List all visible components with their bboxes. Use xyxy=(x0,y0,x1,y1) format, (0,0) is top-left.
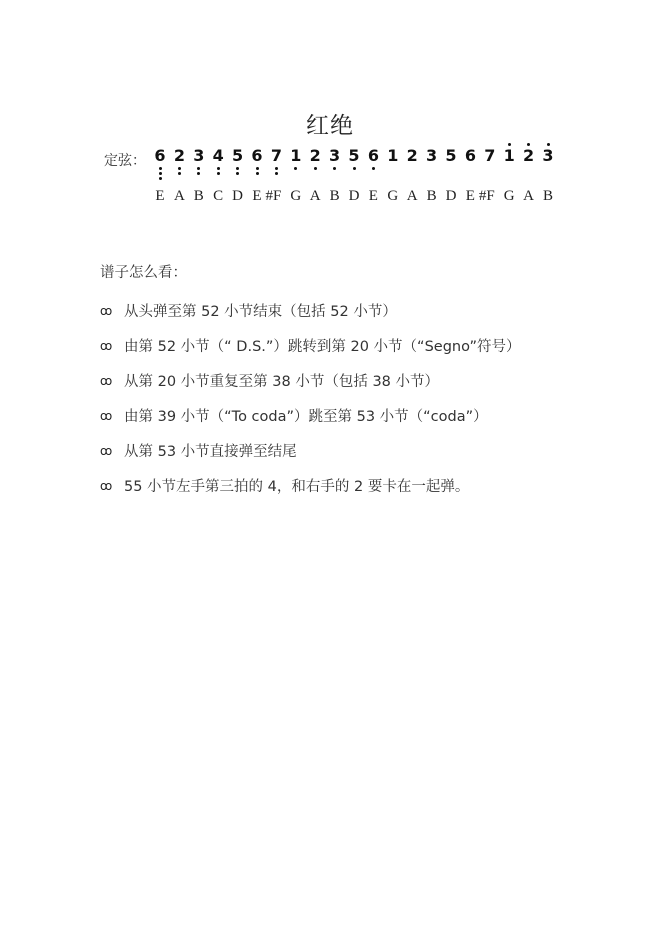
tuning-note xyxy=(363,146,383,166)
tuning-note xyxy=(228,146,248,166)
tuning-note-digit: 2 xyxy=(173,146,185,165)
note-letter: D xyxy=(232,188,244,204)
instruction-item xyxy=(100,363,520,398)
octave-dot-below xyxy=(275,167,278,170)
decorative-bullet-icon: ꝏ xyxy=(100,443,113,458)
tuning-note xyxy=(266,146,286,166)
tuning-note-digit: 6 xyxy=(251,146,263,165)
tuning-note xyxy=(383,146,403,166)
note-letter: E xyxy=(155,188,165,204)
octave-dot-below xyxy=(197,167,200,170)
note-letter: B xyxy=(329,188,340,204)
instruction-text: 从第 53 小节直接弹至结尾 xyxy=(124,444,297,460)
decorative-bullet-icon: ꝏ xyxy=(100,373,113,388)
note-letter: A xyxy=(523,188,535,204)
octave-dot-below xyxy=(159,167,162,170)
tuning-note xyxy=(247,146,267,166)
octave-dot-below xyxy=(275,172,278,175)
tuning-note xyxy=(344,146,364,166)
tuning-note xyxy=(305,146,325,166)
instruction-text: 从头弹至第 52 小节结束（包括 52 小节） xyxy=(124,304,397,320)
note-letter: #F xyxy=(478,188,495,204)
tuning-note-digit: 6 xyxy=(367,146,379,165)
tuning-note xyxy=(150,146,170,166)
octave-dot-below xyxy=(236,172,239,175)
tuning-note-digit: 1 xyxy=(503,146,515,165)
octave-dot-below xyxy=(159,177,162,180)
tuning-note-digit: 3 xyxy=(426,146,438,165)
tuning-note-digit: 5 xyxy=(232,146,244,165)
tuning-note xyxy=(422,146,442,166)
tuning-notes xyxy=(152,146,572,190)
tuning-note-digit: 2 xyxy=(406,146,418,165)
note-letter: A xyxy=(309,188,321,204)
octave-dot-above xyxy=(547,143,550,146)
octave-dot-below xyxy=(178,167,181,170)
instruction-text: 55 小节左手第三拍的 4，和右手的 2 要卡在一起弹。 xyxy=(124,479,470,495)
octave-dot-below xyxy=(314,167,317,170)
decorative-bullet-icon: ꝏ xyxy=(100,303,113,318)
tuning-note-digit: 2 xyxy=(523,146,535,165)
tuning-note xyxy=(538,146,558,166)
instruction-text: 由第 52 小节（“ D.S.”）跳转到第 20 小节（“Segno”符号） xyxy=(124,339,521,355)
instruction-text: 从第 20 小节重复至第 38 小节（包括 38 小节） xyxy=(124,374,440,390)
note-letter: D xyxy=(348,188,360,204)
octave-dot-below xyxy=(256,167,259,170)
tuning-note-digit: 3 xyxy=(193,146,205,165)
octave-dot-below xyxy=(217,167,220,170)
note-letter: B xyxy=(542,188,553,204)
tuning-note xyxy=(441,146,461,166)
tuning-label: 定弦： xyxy=(104,153,146,169)
note-letter: D xyxy=(445,188,457,204)
tuning-note-digit: 3 xyxy=(329,146,341,165)
octave-dot-below xyxy=(178,172,181,175)
tuning-note xyxy=(208,146,228,166)
tuning-note xyxy=(169,146,189,166)
octave-dot-below xyxy=(159,172,162,175)
tuning-note xyxy=(460,146,480,166)
tuning-note-digit: 1 xyxy=(290,146,302,165)
note-letter: E xyxy=(252,188,262,204)
octave-dot-above xyxy=(508,143,511,146)
note-letter: E xyxy=(368,188,378,204)
note-letter: G xyxy=(387,188,399,204)
octave-dot-below xyxy=(197,172,200,175)
note-letter: E xyxy=(465,188,475,204)
instruction-item xyxy=(100,328,520,363)
tuning-note-digit: 6 xyxy=(154,146,166,165)
instructions-list xyxy=(100,293,520,503)
tuning-note xyxy=(402,146,422,166)
instruction-text: 由第 39 小节（“To coda”）跳至第 53 小节（“coda”） xyxy=(124,409,488,425)
octave-dot-below xyxy=(217,172,220,175)
note-letter-names xyxy=(152,188,572,208)
tuning-note-digit: 5 xyxy=(445,146,457,165)
tuning-note xyxy=(519,146,539,166)
tuning-note-digit: 7 xyxy=(270,146,282,165)
page-title: 红绝 xyxy=(306,113,354,140)
tuning-note-digit: 2 xyxy=(309,146,321,165)
instruction-item xyxy=(100,433,520,468)
instructions-heading: 谱子怎么看： xyxy=(100,265,187,281)
decorative-bullet-icon: ꝏ xyxy=(100,408,113,423)
instruction-item xyxy=(100,468,520,503)
note-letter: G xyxy=(503,188,515,204)
tuning-note-digit: 1 xyxy=(387,146,399,165)
tuning-note-digit: 4 xyxy=(212,146,224,165)
tuning-note xyxy=(325,146,345,166)
octave-dot-below xyxy=(372,167,375,170)
note-letter: A xyxy=(406,188,418,204)
note-letter: G xyxy=(290,188,302,204)
tuning-note-digit: 3 xyxy=(542,146,554,165)
octave-dot-below xyxy=(294,167,297,170)
note-letter: A xyxy=(173,188,185,204)
octave-dot-below xyxy=(236,167,239,170)
tuning-note xyxy=(286,146,306,166)
instruction-item xyxy=(100,398,520,433)
tuning-note-digit: 6 xyxy=(464,146,476,165)
note-letter: #F xyxy=(265,188,282,204)
tuning-note-digit: 7 xyxy=(484,146,496,165)
decorative-bullet-icon: ꝏ xyxy=(100,478,113,493)
tuning-note-digit: 5 xyxy=(348,146,360,165)
note-letter: B xyxy=(426,188,437,204)
tuning-note xyxy=(499,146,519,166)
octave-dot-below xyxy=(256,172,259,175)
tuning-note xyxy=(480,146,500,166)
tuning-note xyxy=(189,146,209,166)
decorative-bullet-icon: ꝏ xyxy=(100,338,113,353)
note-letter: B xyxy=(193,188,204,204)
octave-dot-below xyxy=(353,167,356,170)
octave-dot-below xyxy=(333,167,336,170)
note-letter: C xyxy=(213,188,224,204)
instruction-item xyxy=(100,293,520,328)
